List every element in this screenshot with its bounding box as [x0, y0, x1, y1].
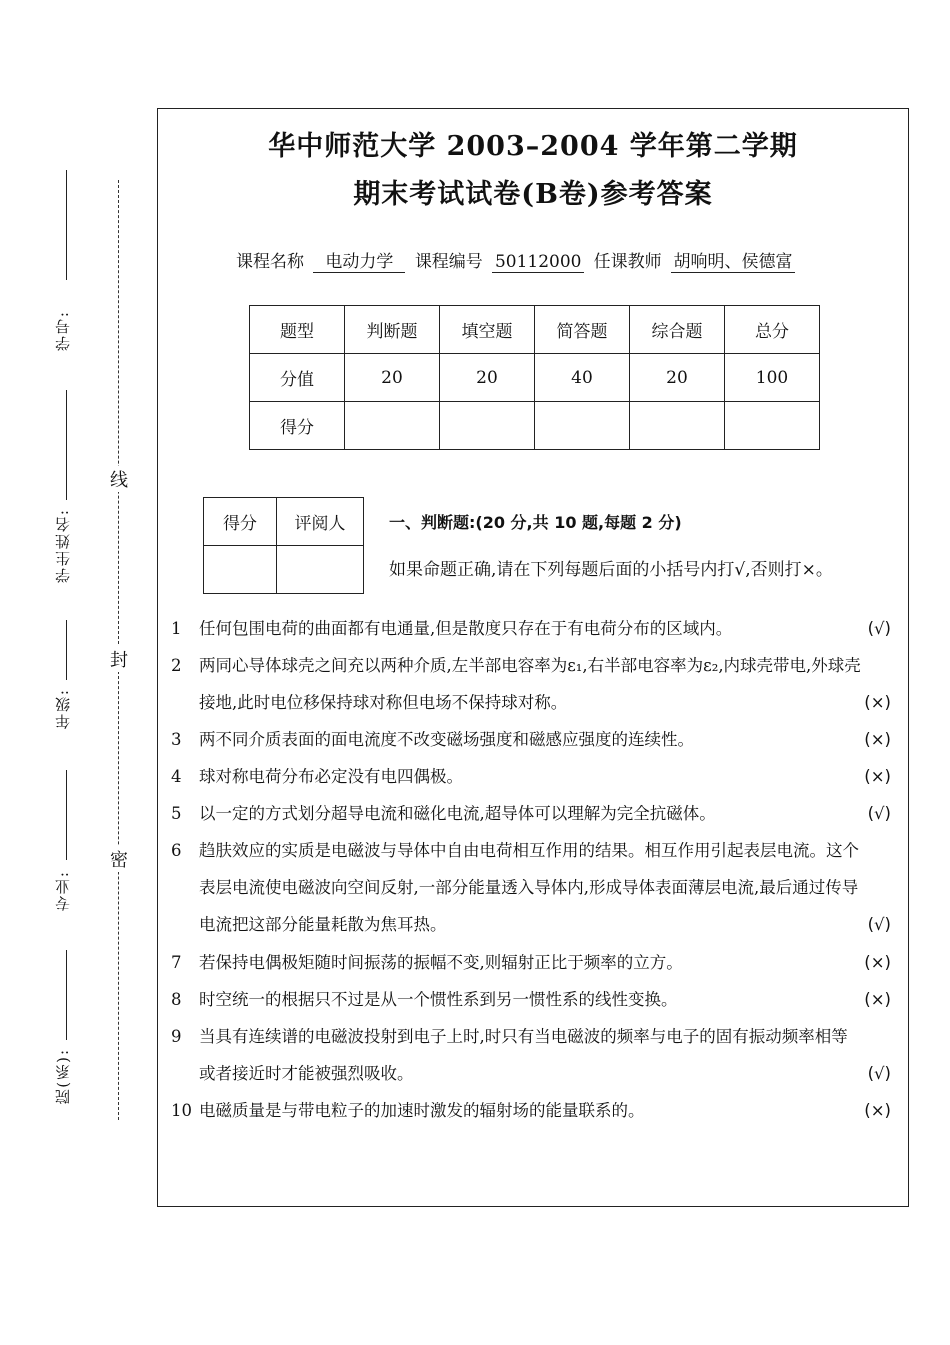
- score-table-cell: 40: [535, 354, 630, 402]
- section-heading: 一、判断题:(20 分,共 10 题,每题 2 分): [389, 513, 682, 532]
- question-text: 两同心导体球壳之间充以两种介质,左半部电容率为ε₁,右半部电容率为ε₂,内球壳带电,外球壳接地,此时电位移保持球对称但电场不保持球对称。: [199, 656, 861, 712]
- grade-line: [66, 620, 67, 680]
- question-answer: (×): [864, 730, 891, 749]
- course-info: [236, 247, 799, 273]
- grader-table-header-row: [204, 498, 364, 546]
- major-field: [44, 770, 84, 930]
- question-number: 9: [171, 1027, 182, 1046]
- question-item: [171, 758, 901, 795]
- question-item: [171, 610, 901, 647]
- section-instruction: 如果命题正确,请在下列每题后面的小括号内打√,否则打×。: [389, 560, 833, 580]
- grader-table-cell: 得分: [204, 498, 277, 546]
- question-item: [171, 795, 901, 832]
- score-entry-cell[interactable]: [725, 402, 820, 450]
- question-answer: (×): [864, 990, 891, 1009]
- department-label: 院(系):: [54, 1048, 72, 1105]
- student-id-field: [44, 170, 84, 370]
- exam-title-line1: 华中师范大学 2003–2004 学年第二学期: [268, 131, 798, 162]
- question-text: 任何包围电荷的曲面都有电通量,但是散度只存在于有电荷分布的区域内。: [199, 619, 733, 638]
- question-answer: (×): [864, 693, 891, 712]
- question-answer: (√): [867, 619, 891, 638]
- student-id-label: 学号:: [54, 310, 72, 352]
- department-field: [44, 950, 84, 1130]
- score-entry-cell[interactable]: [440, 402, 535, 450]
- score-table-cell: 简答题: [535, 306, 630, 354]
- question-item: [171, 944, 901, 981]
- question-answer: (√): [867, 804, 891, 823]
- score-table-values-row: [250, 354, 820, 402]
- score-table: [249, 305, 820, 450]
- score-entry-cell[interactable]: [630, 402, 725, 450]
- department-line: [66, 950, 67, 1040]
- score-entry-cell[interactable]: [345, 402, 440, 450]
- question-number: 8: [171, 990, 182, 1009]
- score-table-cell: 100: [725, 354, 820, 402]
- grader-table-cell: 评阅人: [277, 498, 364, 546]
- course-code-label: 课程编号: [414, 252, 483, 272]
- question-text: 时空统一的根据只不过是从一个惯性系到另一惯性系的线性变换。: [199, 990, 678, 1009]
- question-number: 7: [171, 953, 182, 972]
- course-code-value: 50112000: [492, 252, 584, 273]
- score-table-header-row: [250, 306, 820, 354]
- question-number: 2: [171, 656, 182, 675]
- student-name-label: 学生姓名:: [54, 508, 72, 584]
- teacher-value: 胡响明、侯德富: [671, 247, 795, 273]
- score-table-cell: 判断题: [345, 306, 440, 354]
- score-table-cell: 得分: [250, 402, 345, 450]
- question-text: 以一定的方式划分超导电流和磁化电流,超导体可以理解为完全抗磁体。: [199, 804, 716, 823]
- question-item: [171, 1018, 901, 1092]
- question-item: [171, 647, 901, 721]
- question-text: 两不同介质表面的面电流度不改变磁场强度和磁感应强度的连续性。: [199, 730, 694, 749]
- question-text: 若保持电偶极矩随时间振荡的振幅不变,则辐射正比于频率的立方。: [199, 953, 683, 972]
- score-table-obtained-row: [250, 402, 820, 450]
- grade-label: 年级:: [54, 688, 72, 730]
- seal-seal-char: 封: [106, 646, 132, 672]
- question-item: [171, 981, 901, 1018]
- question-answer: (×): [864, 767, 891, 786]
- grade-field: [44, 620, 84, 760]
- exam-frame: [157, 108, 909, 1207]
- student-name-line: [66, 390, 67, 500]
- score-table-cell: 综合题: [630, 306, 725, 354]
- question-item: [171, 721, 901, 758]
- grader-name-entry-cell[interactable]: [277, 546, 364, 594]
- student-id-line: [66, 170, 67, 280]
- seal-line-char: 线: [106, 466, 132, 492]
- question-number: 4: [171, 767, 182, 786]
- score-table-cell: 20: [345, 354, 440, 402]
- question-number: 5: [171, 804, 182, 823]
- student-name-field: [44, 390, 84, 600]
- major-line: [66, 770, 67, 860]
- question-answer: (×): [864, 1101, 891, 1120]
- score-table-cell: 分值: [250, 354, 345, 402]
- question-answer: (√): [867, 915, 891, 934]
- question-number: 10: [171, 1101, 192, 1120]
- seal-secret-char: 密: [106, 846, 132, 872]
- question-text: 球对称电荷分布必定没有电四偶极。: [199, 767, 463, 786]
- grader-table-entry-row: [204, 546, 364, 594]
- question-text: 当具有连续谱的电磁波投射到电子上时,时只有当电磁波的频率与电子的固有振动频率相等或者接近时才能被强烈吸收。: [199, 1027, 848, 1083]
- score-table-cell: 题型: [250, 306, 345, 354]
- question-number: 3: [171, 730, 182, 749]
- question-text: 趋肤效应的实质是电磁波与导体中自由电荷相互作用的结果。相互作用引起表层电流。这个表层电流使电磁波向空间反射,一部分能量透入导体内,形成导体表面薄层电流,最后通过传导电流把这部分能量耗散为焦耳热。: [199, 841, 859, 934]
- teacher-label: 任课教师: [593, 252, 662, 272]
- score-table-cell: 填空题: [440, 306, 535, 354]
- question-answer: (√): [867, 1064, 891, 1083]
- course-name-value: 电动力学: [313, 247, 405, 273]
- question-number: 6: [171, 841, 182, 860]
- grader-table: [203, 497, 364, 594]
- question-text: 电磁质量是与带电粒子的加速时激发的辐射场的能量联系的。: [199, 1101, 645, 1120]
- score-table-cell: 20: [440, 354, 535, 402]
- score-table-cell: 20: [630, 354, 725, 402]
- question-item: [171, 1092, 901, 1129]
- question-number: 1: [171, 619, 182, 638]
- course-name-label: 课程名称: [236, 252, 304, 272]
- exam-title-line2: 期末考试试卷(B卷)参考答案: [353, 179, 713, 210]
- question-answer: (×): [864, 953, 891, 972]
- score-table-cell: 总分: [725, 306, 820, 354]
- grader-score-entry-cell[interactable]: [204, 546, 277, 594]
- question-item: [171, 832, 901, 943]
- score-entry-cell[interactable]: [535, 402, 630, 450]
- major-label: 专业:: [54, 870, 72, 912]
